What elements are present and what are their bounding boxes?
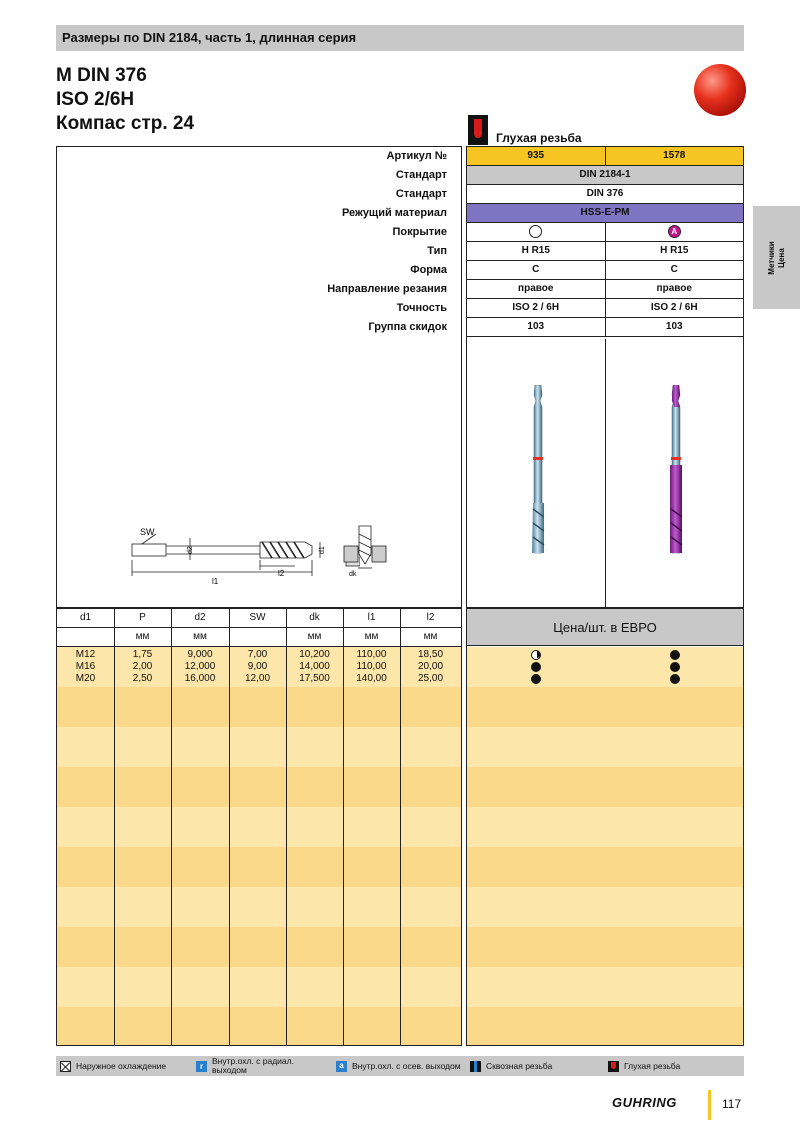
through-thread-icon <box>470 1061 481 1072</box>
thread-type-header <box>468 111 582 145</box>
header-l1: l1 <box>367 612 376 623</box>
hole-section-drawing <box>340 520 390 580</box>
unit-p: мм <box>135 631 150 642</box>
product-title <box>56 64 194 136</box>
title-line-1: M DIN 376 <box>56 65 147 86</box>
label-form: Форма <box>410 264 447 276</box>
availability-full-icon <box>670 650 680 660</box>
axial-cooling-icon: a <box>336 1061 347 1072</box>
coating-cell-1 <box>467 223 605 241</box>
cell-p: 1,75 <box>132 649 153 660</box>
brand-logo: GUHRING <box>612 1095 677 1110</box>
material-ball-icon <box>694 64 746 116</box>
cell-sw: 12,00 <box>244 673 271 684</box>
availability-full-icon <box>670 674 680 684</box>
label-type: Тип <box>427 245 447 257</box>
cell-sw: 9,00 <box>247 661 268 672</box>
radial-cooling-icon: r <box>196 1061 207 1072</box>
label-discount: Группа скидок <box>368 321 447 333</box>
form-value-2: C <box>605 261 744 279</box>
unit-l1: мм <box>364 631 379 642</box>
row-accuracy <box>467 299 743 318</box>
row-material <box>467 204 743 223</box>
title-line-3: Компас стр. 24 <box>56 113 195 134</box>
article-935[interactable]: 935 <box>527 150 545 161</box>
image-divider <box>605 339 606 607</box>
drawing-label-d2: d2 <box>187 546 194 554</box>
row-type <box>467 242 743 261</box>
band-10 <box>467 1007 743 1045</box>
form-value-1: C <box>532 264 540 275</box>
legend-bar <box>56 1056 744 1076</box>
row-direction <box>467 280 743 299</box>
row-coating <box>467 223 743 242</box>
cell-l1: 110,00 <box>356 649 387 660</box>
tap-dimension-drawing <box>120 520 360 600</box>
header-p: P <box>139 612 146 623</box>
legend-item <box>196 1058 326 1074</box>
coating-a-icon: A <box>668 225 681 238</box>
availability-half-icon <box>531 650 541 660</box>
band-8 <box>467 927 743 967</box>
cell-dk: 17,500 <box>299 673 330 684</box>
cell-l2: 25,00 <box>417 673 444 684</box>
cell-d2: 16,000 <box>184 673 216 684</box>
row-standard-2 <box>467 185 743 204</box>
material-value: HSS-E-PM <box>580 207 630 218</box>
band-7 <box>467 887 743 927</box>
accuracy-value-1: ISO 2 / 6H <box>512 302 560 313</box>
drawing-label-dk: dk <box>349 571 357 578</box>
legend-item <box>470 1058 552 1074</box>
cell-d1: M12 <box>75 649 96 660</box>
band-9 <box>467 967 743 1007</box>
standard-1-value: DIN 2184-1 <box>579 169 631 180</box>
blind-thread-icon <box>608 1061 619 1072</box>
cell-l2: 20,00 <box>417 661 444 672</box>
coating-cell-2 <box>605 223 744 241</box>
price-header: Цена/шт. в ЕВРО <box>467 609 743 646</box>
type-value-1: H R15 <box>521 245 550 256</box>
cell-dk: 14,000 <box>299 661 330 672</box>
label-direction: Направление резания <box>327 283 447 295</box>
legend-item <box>608 1058 680 1074</box>
header-d2: d2 <box>194 612 206 623</box>
cell-p: 2,50 <box>132 673 153 684</box>
header-sw: SW <box>249 612 266 623</box>
page-number: 117 <box>722 1097 742 1111</box>
price-table <box>466 608 744 1046</box>
cell-d1: M20 <box>75 673 96 684</box>
unit-d2: мм <box>193 631 207 642</box>
header-l2: l2 <box>426 612 435 623</box>
cell-sw: 7,00 <box>247 649 268 660</box>
band-2 <box>467 687 743 727</box>
cell-d2: 12,000 <box>184 661 216 672</box>
blind-hole-icon <box>468 115 488 145</box>
availability-full-icon <box>670 662 680 672</box>
section-title: Размеры по DIN 2184, часть 1, длинная серия <box>62 30 357 45</box>
legend-item <box>336 1058 466 1074</box>
label-standard-1: Стандарт <box>395 169 447 181</box>
cell-dk: 10,200 <box>299 649 330 660</box>
band-4 <box>467 767 743 807</box>
external-cooling-icon <box>60 1061 71 1072</box>
direction-value-2: правое <box>605 280 744 298</box>
accuracy-value-2: ISO 2 / 6H <box>605 299 744 317</box>
band-6 <box>467 847 743 887</box>
tap-image-935 <box>523 385 553 557</box>
row-discount <box>467 318 743 337</box>
cell-l1: 140,00 <box>356 673 387 684</box>
legend-label: Внутр.охл. с радиал. выходом <box>212 1056 294 1075</box>
cell-d2: 9,000 <box>187 649 213 660</box>
band-5 <box>467 807 743 847</box>
unit-dk: мм <box>307 631 322 642</box>
legend-label: Сквозная резьба <box>486 1060 553 1071</box>
cell-l1: 110,00 <box>356 661 387 672</box>
thread-type-label: Глухая резьба <box>496 131 582 145</box>
band-1 <box>467 647 743 687</box>
band-3 <box>467 727 743 767</box>
side-tab-label: Метчики Цена <box>766 240 786 275</box>
label-material: Режущий материал <box>341 207 447 219</box>
tap-image-1578 <box>661 385 691 557</box>
title-line-2: ISO 2/6H <box>56 89 135 110</box>
no-coating-icon <box>529 225 542 238</box>
header-d1: d1 <box>79 612 92 623</box>
legend-label: Внутр.охл. с осев. выходом <box>352 1060 461 1071</box>
drawing-label-sw: SW <box>140 527 155 537</box>
availability-full-icon <box>531 674 541 684</box>
direction-value-1: правое <box>518 283 554 294</box>
label-coating: Покрытие <box>392 226 447 238</box>
drawing-label-l2: l2 <box>278 569 285 578</box>
label-article: Артикул № <box>386 150 447 162</box>
unit-l2: мм <box>423 631 438 642</box>
drawing-label-l1: l1 <box>212 577 219 586</box>
side-tab[interactable] <box>753 206 800 309</box>
row-form <box>467 261 743 280</box>
footer-accent-bar <box>708 1090 711 1120</box>
label-accuracy: Точность <box>396 302 447 314</box>
availability-full-icon <box>531 662 541 672</box>
article-1578[interactable]: 1578 <box>605 147 744 165</box>
type-value-2: H R15 <box>605 242 744 260</box>
dimension-table <box>56 608 462 1046</box>
discount-value-2: 103 <box>605 318 744 336</box>
cell-p: 2,00 <box>132 661 153 672</box>
cell-d1: M16 <box>75 661 96 672</box>
label-standard-2: Стандарт <box>395 188 447 200</box>
section-title-bar <box>56 25 744 51</box>
article-attributes-box <box>466 146 744 608</box>
row-standard-1 <box>467 166 743 185</box>
standard-2-value: DIN 376 <box>586 188 624 199</box>
legend-item <box>60 1058 166 1074</box>
legend-label: Наружное охлаждение <box>76 1060 167 1071</box>
legend-label: Глухая резьба <box>624 1060 681 1071</box>
header-dk: dk <box>309 612 320 623</box>
row-article <box>467 147 743 166</box>
discount-value-1: 103 <box>527 321 545 332</box>
drawing-label-d1: d1 <box>319 546 326 554</box>
cell-l2: 18,50 <box>417 649 444 660</box>
